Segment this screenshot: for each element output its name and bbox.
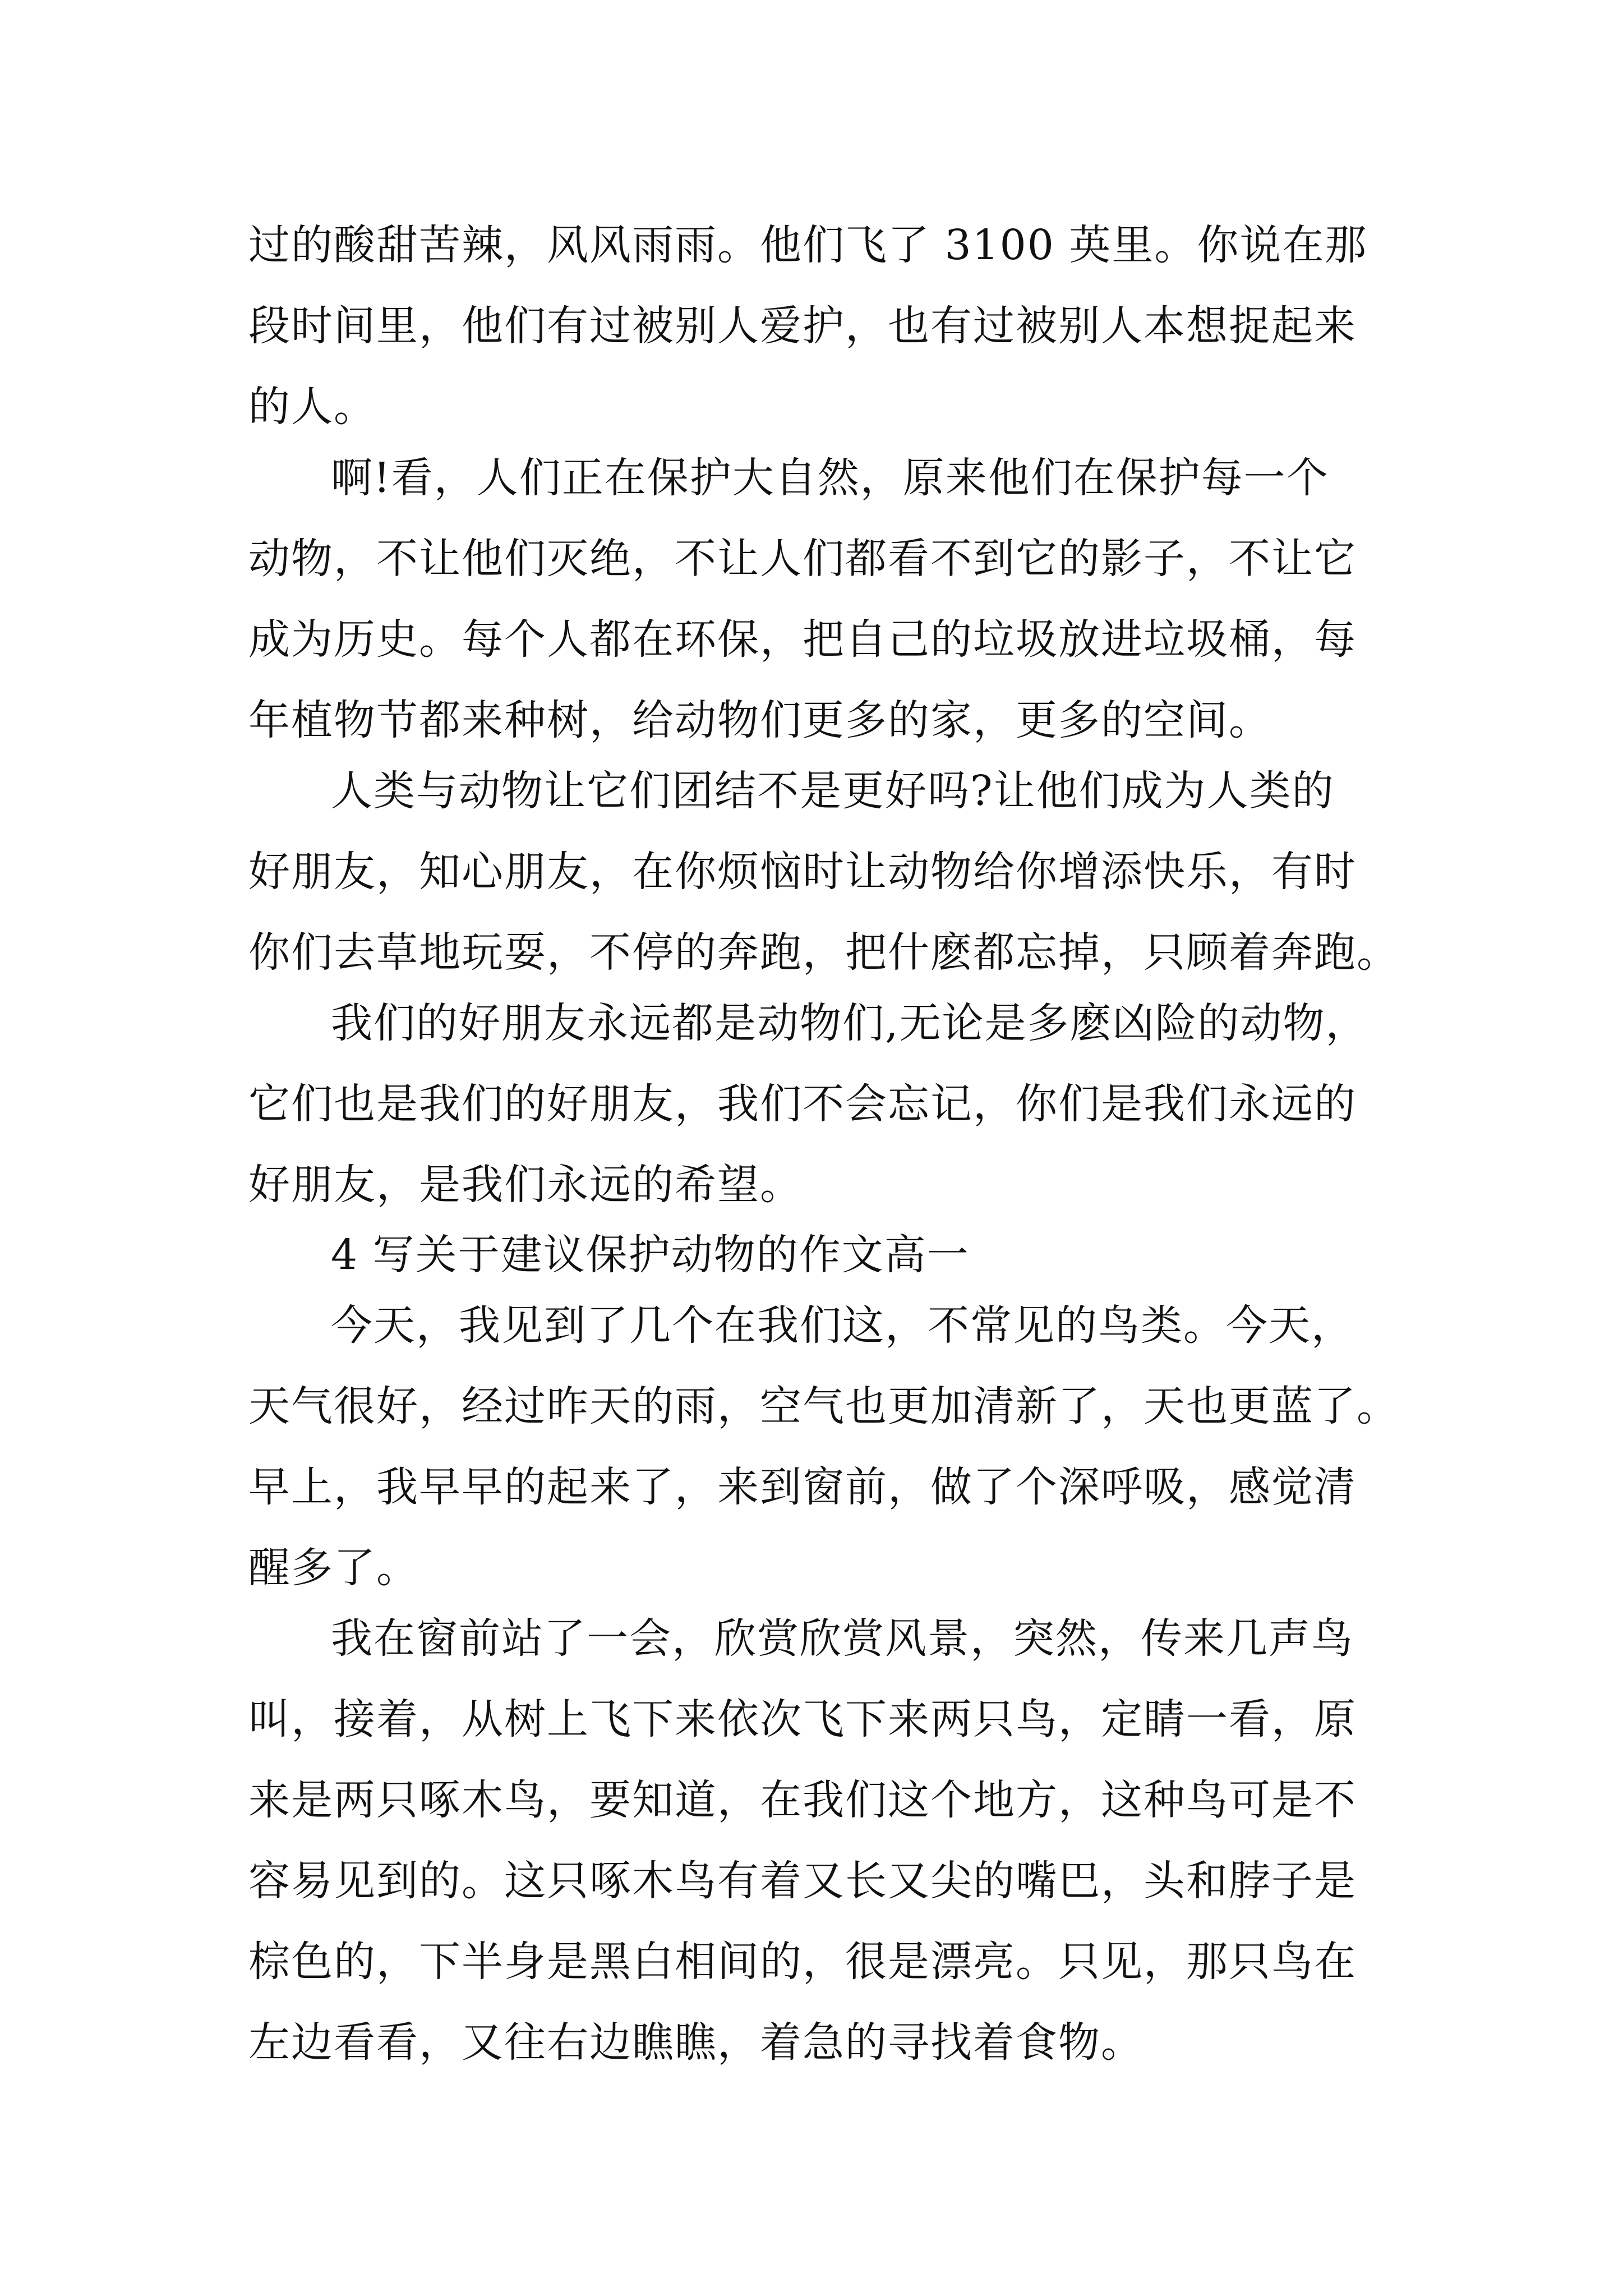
text-line: 它们也是我们的好朋友，我们不会忘记，你们是我们永远的	[248, 1080, 1357, 1128]
text-line: 来是两只啄木鸟，要知道，在我们这个地方，这种鸟可是不	[248, 1776, 1357, 1824]
section-heading: 4 写关于建议保护动物的作文高一	[331, 1231, 970, 1279]
text-line: 人类与动物让它们团结不是更好吗?让他们成为人类的	[331, 767, 1335, 815]
text-line: 成为历史。每个人都在环保，把自己的垃圾放进垃圾桶，每	[248, 615, 1357, 664]
text-line: 好朋友，是我们永远的希望。	[248, 1161, 803, 1209]
text-line: 棕色的，下半身是黑白相间的，很是漂亮。只见，那只鸟在	[248, 1938, 1357, 1986]
text-line: 今天，我见到了几个在我们这，不常见的鸟类。今天，	[331, 1301, 1354, 1350]
text-line: 年植物节都来种树，给动物们更多的家，更多的空间。	[248, 696, 1271, 744]
text-line: 我在窗前站了一会，欣赏欣赏风景，突然，传来几声鸟	[331, 1614, 1354, 1663]
text-line: 早上，我早早的起来了，来到窗前，做了个深呼吸，感觉清	[248, 1463, 1357, 1511]
text-line: 段时间里，他们有过被别人爱护，也有过被别人本想捉起来	[248, 302, 1357, 350]
text-line: 啊!看，人们正在保护大自然，原来他们在保护每一个	[331, 454, 1329, 502]
text-line: 动物，不让他们灭绝，不让人们都看不到它的影子，不让它	[248, 535, 1357, 583]
text-line: 天气很好，经过昨天的雨，空气也更加清新了，天也更蓝了。	[248, 1382, 1399, 1430]
text-line: 容易见到的。这只啄木鸟有着又长又尖的嘴巴，头和脖子是	[248, 1857, 1357, 1905]
text-line: 醒多了。	[248, 1544, 419, 1592]
text-line: 的人。	[248, 383, 376, 431]
text-line: 我们的好朋友永远都是动物们,无论是多麽凶险的动物，	[331, 999, 1368, 1047]
text-line: 左边看看，又往右边瞧瞧，着急的寻找着食物。	[248, 2018, 1144, 2067]
text-line: 过的酸甜苦辣，风风雨雨。他们飞了 3100 英里。你说在那	[248, 221, 1368, 269]
text-line: 好朋友，知心朋友，在你烦恼时让动物给你增添快乐，有时	[248, 848, 1357, 896]
text-line: 你们去草地玩耍，不停的奔跑，把什麽都忘掉，只顾着奔跑。	[248, 928, 1399, 977]
text-line: 叫，接着，从树上飞下来依次飞下来两只鸟，定睛一看，原	[248, 1695, 1357, 1743]
